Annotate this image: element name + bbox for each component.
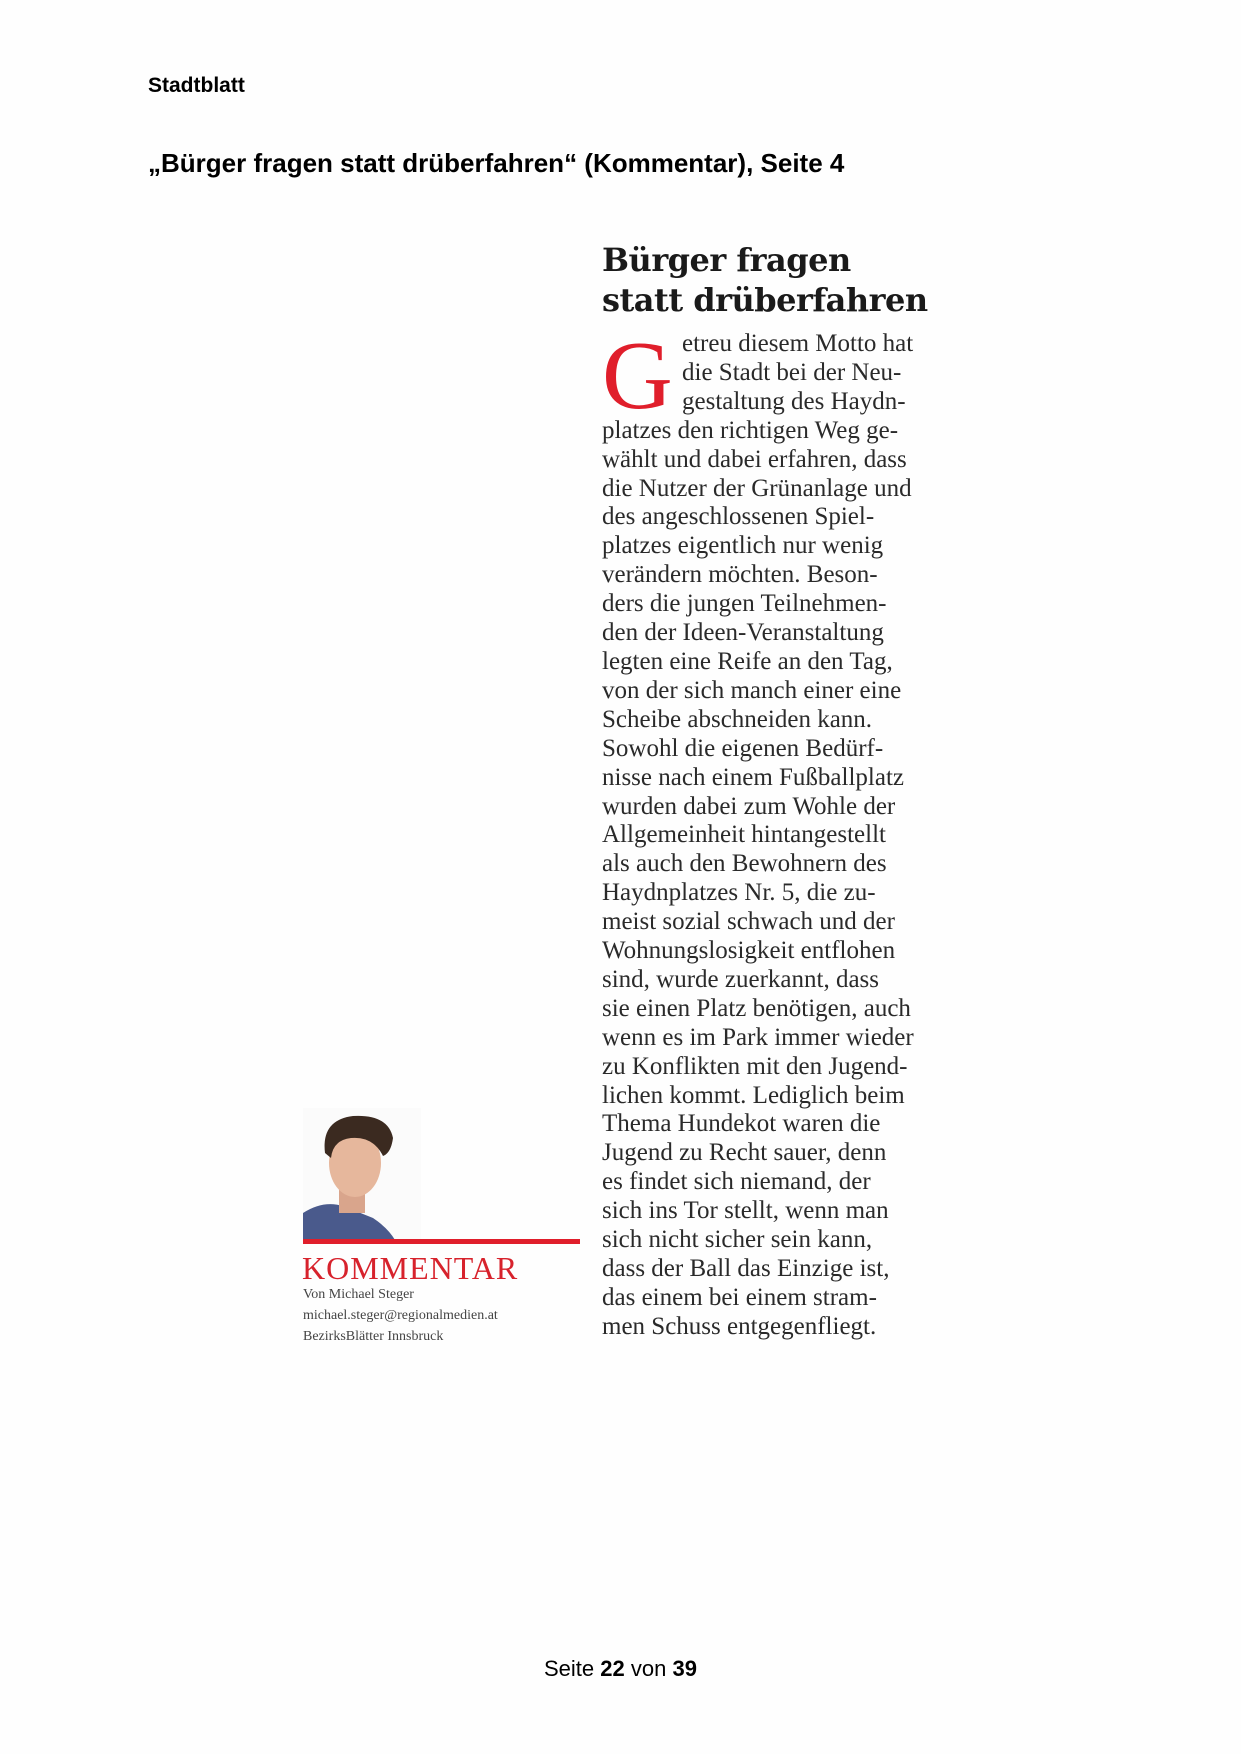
body-line: Allgemeinheit hintangestellt — [602, 821, 886, 849]
author-photo — [303, 1108, 421, 1240]
drop-cap: G — [602, 322, 673, 430]
body-line: den der Ideen-Veranstaltung — [602, 619, 884, 647]
headline-line: statt drüberfahren — [602, 281, 928, 319]
author-info — [303, 1284, 498, 1347]
document-title: „Bürger fragen statt drüberfahren“ (Kommentar), Seite 4 — [148, 148, 845, 178]
body-line: verändern möchten. Beson- — [602, 561, 878, 589]
body-line: nisse nach einem Fußballplatz — [602, 763, 905, 791]
body-line: Haydnplatzes Nr. 5, die zu- — [602, 879, 876, 907]
body-line: Jugend zu Recht sauer, denn — [602, 1139, 887, 1167]
body-line: etreu diesem Motto hat — [682, 330, 914, 357]
divider — [303, 1239, 580, 1244]
outlet: BezirksBlätter Innsbruck — [303, 1329, 444, 1344]
section-label: KOMMENTAR — [302, 1250, 519, 1286]
publication-name: Stadtblatt — [148, 74, 245, 97]
article-headline — [602, 240, 928, 320]
body-line: das einem bei einem stram- — [602, 1283, 877, 1311]
footer-prefix: Seite — [544, 1656, 595, 1681]
body-line: lichen kommt. Lediglich beim — [602, 1081, 905, 1109]
body-line: die Nutzer der Grünanlage und — [602, 474, 912, 502]
body-line: sind, wurde zuerkannt, dass — [602, 965, 880, 993]
body-line: gestaltung des Haydn- — [682, 387, 906, 415]
body-line: platzes den richtigen Weg ge- — [602, 416, 899, 444]
page-number: 22 — [600, 1656, 625, 1681]
body-line: es findet sich niemand, der — [602, 1168, 871, 1196]
page-total: 39 — [672, 1656, 697, 1681]
body-line: wurden dabei zum Wohle der — [602, 792, 896, 820]
body-line: wählt und dabei erfahren, dass — [602, 445, 907, 473]
body-line: ders die jungen Teilnehmen- — [602, 590, 887, 618]
body-line: meist sozial schwach und der — [602, 908, 895, 936]
body-line: Scheibe abschneiden kann. — [602, 705, 873, 733]
body-line: legten eine Reife an den Tag, — [602, 647, 893, 675]
body-line: platzes eigentlich nur wenig — [602, 532, 884, 560]
body-line: wenn es im Park immer wieder — [602, 1023, 914, 1051]
body-line: sich nicht sicher sein kann, — [602, 1226, 873, 1254]
body-line: Wohnungslosigkeit entflohen — [602, 937, 896, 965]
body-line: Sowohl die eigenen Bedürf- — [602, 734, 884, 762]
body-line: die Stadt bei der Neu- — [682, 358, 902, 386]
footer-mid: von — [630, 1656, 667, 1681]
body-line: von der sich manch einer eine — [602, 676, 902, 704]
body-line: als auch den Bewohnern des — [602, 850, 887, 878]
author-email: michael.steger@regionalmedien.at — [303, 1308, 498, 1323]
page-footer — [0, 1656, 1241, 1682]
body-line: Thema Hundekot waren die — [602, 1110, 881, 1138]
body-line: sie einen Platz benötigen, auch — [602, 994, 911, 1022]
article-body — [602, 322, 942, 1342]
body-line: men Schuss entgegenfliegt. — [602, 1312, 877, 1340]
body-line: dass der Ball das Einzige ist, — [602, 1255, 890, 1282]
headline-line: Bürger fragen — [602, 241, 851, 279]
byline: Von Michael Steger — [303, 1287, 414, 1302]
body-line: sich ins Tor stellt, wenn man — [602, 1197, 889, 1225]
body-line: des angeschlossenen Spiel- — [602, 503, 875, 531]
body-line: zu Konflikten mit den Jugend- — [602, 1052, 908, 1080]
